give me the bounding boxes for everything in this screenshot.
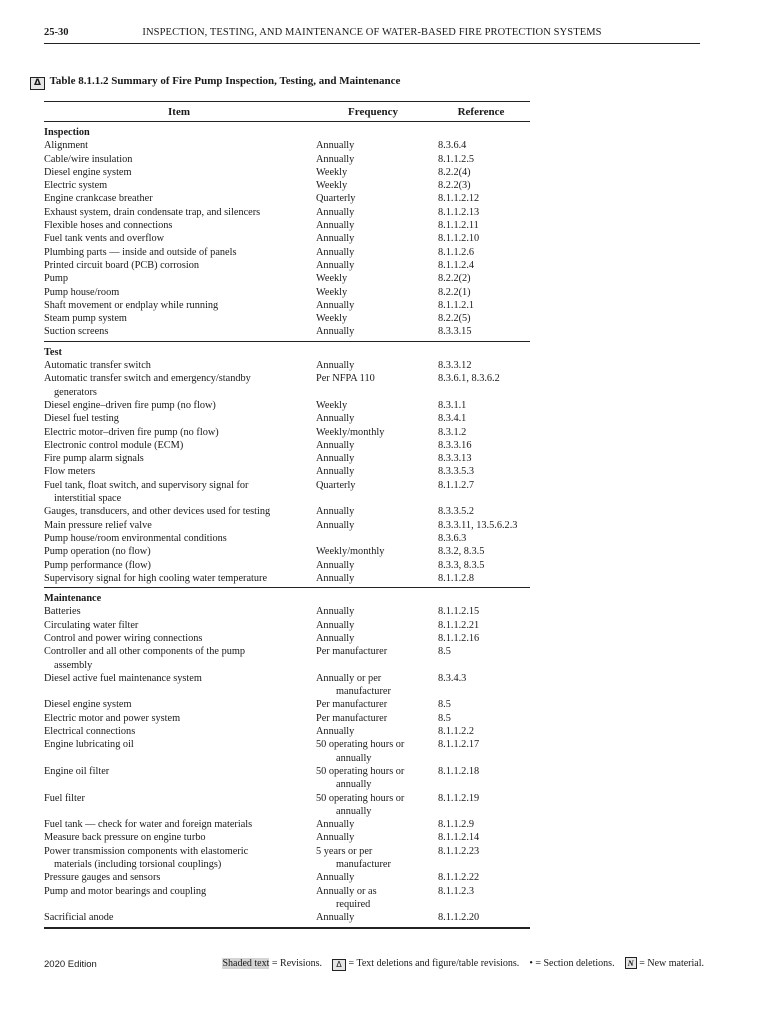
cell-frequency: required [336, 898, 371, 910]
table-row [44, 359, 530, 372]
cell-reference: 8.1.1.2.20 [438, 912, 480, 924]
shaded-desc: = Revisions. [269, 958, 322, 969]
table-row [44, 426, 530, 439]
cell-item: Diesel fuel testing [44, 413, 119, 425]
running-head [44, 27, 700, 44]
table-row-continuation [44, 752, 530, 765]
cell-frequency: Per NFPA 110 [316, 373, 375, 385]
cell-frequency: Annually [316, 326, 355, 338]
cell-item: Suction screens [44, 326, 109, 338]
cell-reference: 8.3.3.5.3 [438, 466, 475, 478]
table-row [44, 885, 530, 898]
revision-delta-icon: Δ [30, 77, 45, 90]
table-row [44, 286, 530, 299]
cell-item: Fuel filter [44, 792, 85, 804]
cell-item: Electric motor and power system [44, 712, 181, 724]
cell-reference: 8.1.1.2.23 [438, 845, 480, 857]
table-row [44, 439, 530, 452]
cell-reference [458, 858, 550, 871]
cell-reference: 8.1.1.2.9 [438, 819, 475, 831]
table-row [44, 325, 530, 338]
cell-frequency: Per manufacturer [316, 712, 388, 724]
delta-symbol-icon: Δ [332, 959, 346, 971]
cell-frequency: Annually [316, 233, 355, 245]
cell-item: Pump house/room [44, 286, 120, 298]
table-row [44, 505, 530, 518]
table-row [44, 246, 530, 259]
cell-reference: 8.1.1.2.4 [438, 259, 475, 271]
cell-reference: 8.2.2(5) [438, 313, 471, 325]
cell-frequency: Annually or as [316, 885, 377, 897]
section-heading: Maintenance [44, 593, 102, 605]
cell-item [44, 752, 326, 765]
cell-item: Pump [44, 273, 69, 285]
cell-reference: 8.2.2(1) [438, 286, 471, 298]
cell-reference: 8.3.3.15 [438, 326, 472, 338]
cell-reference: 8.5 [438, 699, 451, 711]
table-row [44, 559, 530, 572]
table-body [44, 122, 530, 929]
table-row [44, 519, 530, 532]
cell-frequency: Annually [316, 572, 355, 584]
cell-frequency: Annually [316, 832, 355, 844]
cell-item: Control and power wiring connections [44, 632, 203, 644]
cell-item: Engine crankcase breather [44, 193, 153, 205]
cell-frequency: Per manufacturer [316, 646, 388, 658]
cell-frequency: Annually [316, 140, 355, 152]
cell-item: materials (including torsional couplings) [54, 859, 222, 871]
section-heading: Test [44, 346, 62, 358]
header-item: Item [168, 106, 190, 118]
cell-frequency: Annually [316, 506, 355, 518]
cell-frequency: Annually or per [316, 672, 382, 684]
cell-frequency: Annually [316, 726, 355, 738]
table-row [44, 672, 530, 685]
table-row [44, 818, 530, 831]
cell-item [44, 685, 326, 698]
cell-item: Pump operation (no flow) [44, 546, 151, 558]
cell-item: Flexible hoses and connections [44, 220, 173, 232]
cell-item: Engine oil filter [44, 765, 110, 777]
table-row-continuation [44, 492, 530, 505]
table-section [44, 122, 530, 342]
cell-item: Gauges, transducers, and other devices used for testing [44, 506, 271, 518]
cell-reference: 8.5 [438, 712, 451, 724]
new-material-symbol-icon: N [625, 957, 637, 969]
cell-frequency: Annually [316, 220, 355, 232]
cell-item: Fire pump alarm signals [44, 453, 144, 465]
cell-frequency: annually [336, 752, 372, 764]
cell-item: Controller and all other components of the pump [44, 646, 246, 658]
table-row [44, 845, 530, 858]
cell-reference: 8.3.2, 8.3.5 [438, 546, 485, 558]
table-section [44, 342, 530, 588]
cell-reference: 8.1.1.2.1 [438, 299, 475, 311]
cell-reference: 8.3.4.3 [438, 672, 467, 684]
table-row-continuation [44, 805, 530, 818]
bullet-desc: = Section deletions. [532, 958, 615, 969]
page-number: 25-30 [44, 27, 69, 38]
cell-reference [458, 659, 550, 672]
cell-item: Power transmission components with elastomeric [44, 845, 249, 857]
cell-item: Flow meters [44, 466, 96, 478]
table-row [44, 605, 530, 618]
cell-item: Engine lubricating oil [44, 739, 134, 751]
cell-frequency: Weekly [316, 399, 348, 411]
cell-item: Electronic control module (ECM) [44, 439, 184, 451]
cell-item: Steam pump system [44, 313, 127, 325]
cell-frequency: Weekly/monthly [316, 546, 385, 558]
cell-reference: 8.3.1.1 [438, 399, 467, 411]
cell-frequency: 50 operating hours or [316, 765, 405, 777]
table-row [44, 792, 530, 805]
section-heading: Inspection [44, 127, 90, 138]
table-caption: Table 8.1.1.2 Summary of Fire Pump Inspection, Testing, and Maintenance [49, 75, 401, 87]
table-row [44, 179, 530, 192]
table-row-continuation [44, 778, 530, 791]
cell-reference [458, 805, 550, 818]
cell-frequency: manufacturer [336, 686, 391, 698]
cell-item [44, 778, 326, 791]
table-row [44, 166, 530, 179]
cell-frequency: manufacturer [336, 859, 391, 871]
cell-item: generators [54, 386, 97, 398]
cell-reference: 8.1.1.2.10 [438, 233, 480, 245]
page-footer [44, 958, 704, 972]
cell-reference [458, 492, 550, 505]
table-row [44, 412, 530, 425]
table-row [44, 831, 530, 844]
table-row [44, 452, 530, 465]
table-row [44, 619, 530, 632]
cell-item: Exhaust system, drain condensate trap, and silencers [44, 206, 261, 218]
cell-reference [458, 898, 550, 911]
cell-item: Electric motor–driven fire pump (no flow) [44, 426, 219, 438]
cell-reference: 8.3.6.3 [438, 532, 467, 544]
table-row [44, 479, 530, 492]
cell-item: Fuel tank vents and overflow [44, 233, 165, 245]
cell-frequency: Annually [316, 299, 355, 311]
cell-reference: 8.1.1.2.16 [438, 632, 480, 644]
cell-frequency: Annually [316, 259, 355, 271]
cell-item: Pump house/room environmental conditions [44, 532, 227, 544]
cell-reference: 8.1.1.2.5 [438, 153, 475, 165]
table-row [44, 698, 530, 711]
cell-reference: 8.1.1.2.15 [438, 606, 480, 618]
table-row-continuation [44, 898, 530, 911]
table-row [44, 712, 530, 725]
cell-reference: 8.3.3, 8.3.5 [438, 559, 485, 571]
table-row-continuation [44, 858, 530, 871]
cell-item: Automatic transfer switch [44, 360, 151, 372]
cell-reference: 8.1.1.2.7 [438, 479, 475, 491]
table-row [44, 738, 530, 751]
table-row [44, 632, 530, 645]
cell-frequency: Annually [316, 360, 355, 372]
cell-frequency: Annually [316, 453, 355, 465]
header-frequency: Frequency [348, 106, 398, 118]
cell-frequency: Annually [316, 912, 355, 924]
table-title [30, 75, 400, 90]
table-row [44, 545, 530, 558]
cell-frequency: Quarterly [316, 193, 356, 205]
table-row [44, 372, 530, 385]
cell-item: Diesel engine system [44, 166, 132, 178]
cell-reference: 8.1.1.2.12 [438, 193, 480, 205]
cell-reference: 8.1.1.2.14 [438, 832, 480, 844]
cell-frequency [326, 386, 458, 399]
cell-reference [458, 386, 550, 399]
edition-label: 2020 Edition [44, 959, 97, 970]
table-row [44, 532, 530, 545]
delta-desc: = Text deletions and figure/table revisions. [345, 958, 520, 969]
cell-reference: 8.3.3.12 [438, 360, 472, 372]
table-row [44, 399, 530, 412]
table-section [44, 588, 530, 928]
cell-reference: 8.1.1.2.19 [438, 792, 480, 804]
cell-reference: 8.2.2(3) [438, 180, 471, 192]
cell-frequency: Annually [316, 559, 355, 571]
cell-frequency: Weekly/monthly [316, 426, 385, 438]
cell-item: Main pressure relief valve [44, 519, 152, 531]
shaded-text-sample: Shaded text [222, 958, 270, 969]
cell-frequency: 5 years or per [316, 845, 373, 857]
cell-item: Alignment [44, 140, 89, 152]
cell-item [44, 898, 326, 911]
cell-reference: 8.1.1.2.8 [438, 572, 475, 584]
table-row [44, 645, 530, 658]
revision-legend [222, 958, 704, 971]
table-row [44, 259, 530, 272]
cell-item: Diesel engine system [44, 699, 132, 711]
cell-frequency: Annually [316, 153, 355, 165]
cell-frequency: Per manufacturer [316, 699, 388, 711]
cell-item: Automatic transfer switch and emergency/standby [44, 373, 251, 385]
table-row [44, 272, 530, 285]
cell-reference: 8.2.2(4) [438, 166, 471, 178]
cell-item: Cable/wire insulation [44, 153, 133, 165]
cell-item: Fuel tank — check for water and foreign materials [44, 819, 253, 831]
cell-frequency: annually [336, 805, 372, 817]
cell-reference: 8.1.1.2.6 [438, 246, 475, 258]
cell-frequency: Annually [316, 439, 355, 451]
cell-frequency: Weekly [316, 273, 348, 285]
cell-frequency: Quarterly [316, 479, 356, 491]
cell-reference: 8.3.6.1, 8.3.6.2 [438, 373, 500, 385]
cell-reference: 8.1.1.2.13 [438, 206, 480, 218]
cell-item: Diesel engine–driven fire pump (no flow) [44, 399, 216, 411]
bullet-symbol-icon: • [529, 958, 533, 969]
cell-frequency: Weekly [316, 180, 348, 192]
table-row [44, 725, 530, 738]
cell-item: Sacrificial anode [44, 912, 114, 924]
table-row [44, 299, 530, 312]
cell-frequency [326, 659, 458, 672]
cell-frequency: 50 operating hours or [316, 792, 405, 804]
cell-item: assembly [54, 659, 93, 671]
cell-frequency: Annually [316, 466, 355, 478]
cell-frequency: Weekly [316, 286, 348, 298]
cell-item: interstitial space [54, 493, 122, 505]
cell-reference: 8.1.1.2.18 [438, 765, 480, 777]
cell-frequency: Weekly [316, 166, 348, 178]
cell-item [44, 805, 326, 818]
table-row-continuation [44, 685, 530, 698]
cell-item: Measure back pressure on engine turbo [44, 832, 206, 844]
table-row [44, 465, 530, 478]
table-row [44, 312, 530, 325]
ita-summary-table [44, 101, 530, 929]
cell-frequency: Annually [316, 819, 355, 831]
cell-item: Supervisory signal for high cooling water temperature [44, 572, 268, 584]
table-header-row [44, 101, 530, 122]
n-desc: = New material. [636, 958, 704, 969]
table-row-continuation [44, 386, 530, 399]
cell-frequency: Annually [316, 606, 355, 618]
cell-item: Pressure gauges and sensors [44, 872, 161, 884]
header-reference: Reference [457, 106, 505, 118]
cell-item: Electric system [44, 180, 108, 192]
cell-reference [458, 778, 550, 791]
cell-frequency: annually [336, 779, 372, 791]
cell-reference: 8.2.2(2) [438, 273, 471, 285]
table-row [44, 192, 530, 205]
table-row [44, 871, 530, 884]
cell-item: Plumbing parts — inside and outside of panels [44, 246, 237, 258]
table-row [44, 572, 530, 585]
cell-frequency: Weekly [316, 313, 348, 325]
running-title: INSPECTION, TESTING, AND MAINTENANCE OF WATER-BASED FIRE PROTECTION SYSTEMS [142, 27, 602, 38]
cell-frequency [326, 492, 458, 505]
cell-item: Circulating water filter [44, 619, 139, 631]
table-row [44, 232, 530, 245]
cell-reference: 8.3.1.2 [438, 426, 467, 438]
cell-reference: 8.3.3.13 [438, 453, 472, 465]
cell-reference: 8.3.3.16 [438, 439, 472, 451]
cell-reference: 8.1.1.2.21 [438, 619, 480, 631]
cell-reference: 8.3.6.4 [438, 140, 467, 152]
cell-frequency: Annually [316, 619, 355, 631]
cell-frequency: Annually [316, 246, 355, 258]
cell-item: Batteries [44, 606, 81, 618]
cell-item: Pump and motor bearings and coupling [44, 885, 207, 897]
table-row [44, 765, 530, 778]
table-row [44, 153, 530, 166]
cell-frequency [316, 532, 438, 545]
table-row [44, 139, 530, 152]
cell-reference: 8.3.4.1 [438, 413, 467, 425]
cell-reference [458, 752, 550, 765]
cell-reference: 8.1.1.2.3 [438, 885, 475, 897]
cell-reference: 8.5 [438, 646, 451, 658]
table-row [44, 206, 530, 219]
cell-frequency: Annually [316, 413, 355, 425]
cell-item: Printed circuit board (PCB) corrosion [44, 259, 199, 271]
cell-reference: 8.1.1.2.17 [438, 739, 480, 751]
cell-reference: 8.1.1.2.11 [438, 220, 479, 232]
cell-frequency: Annually [316, 206, 355, 218]
table-row [44, 219, 530, 232]
cell-item: Diesel active fuel maintenance system [44, 672, 202, 684]
cell-frequency: 50 operating hours or [316, 739, 405, 751]
table-row-continuation [44, 659, 530, 672]
cell-item: Shaft movement or endplay while running [44, 299, 219, 311]
cell-item: Pump performance (flow) [44, 559, 151, 571]
cell-frequency: Annually [316, 519, 355, 531]
cell-reference: 8.3.3.11, 13.5.6.2.3 [438, 519, 518, 531]
cell-item: Fuel tank, float switch, and supervisory signal for [44, 479, 249, 491]
cell-reference: 8.1.1.2.22 [438, 872, 480, 884]
cell-item: Electrical connections [44, 726, 136, 738]
cell-frequency: Annually [316, 872, 355, 884]
cell-reference: 8.1.1.2.2 [438, 726, 475, 738]
cell-frequency: Annually [316, 632, 355, 644]
cell-reference: 8.3.3.5.2 [438, 506, 475, 518]
cell-reference [458, 685, 550, 698]
table-row [44, 911, 530, 924]
